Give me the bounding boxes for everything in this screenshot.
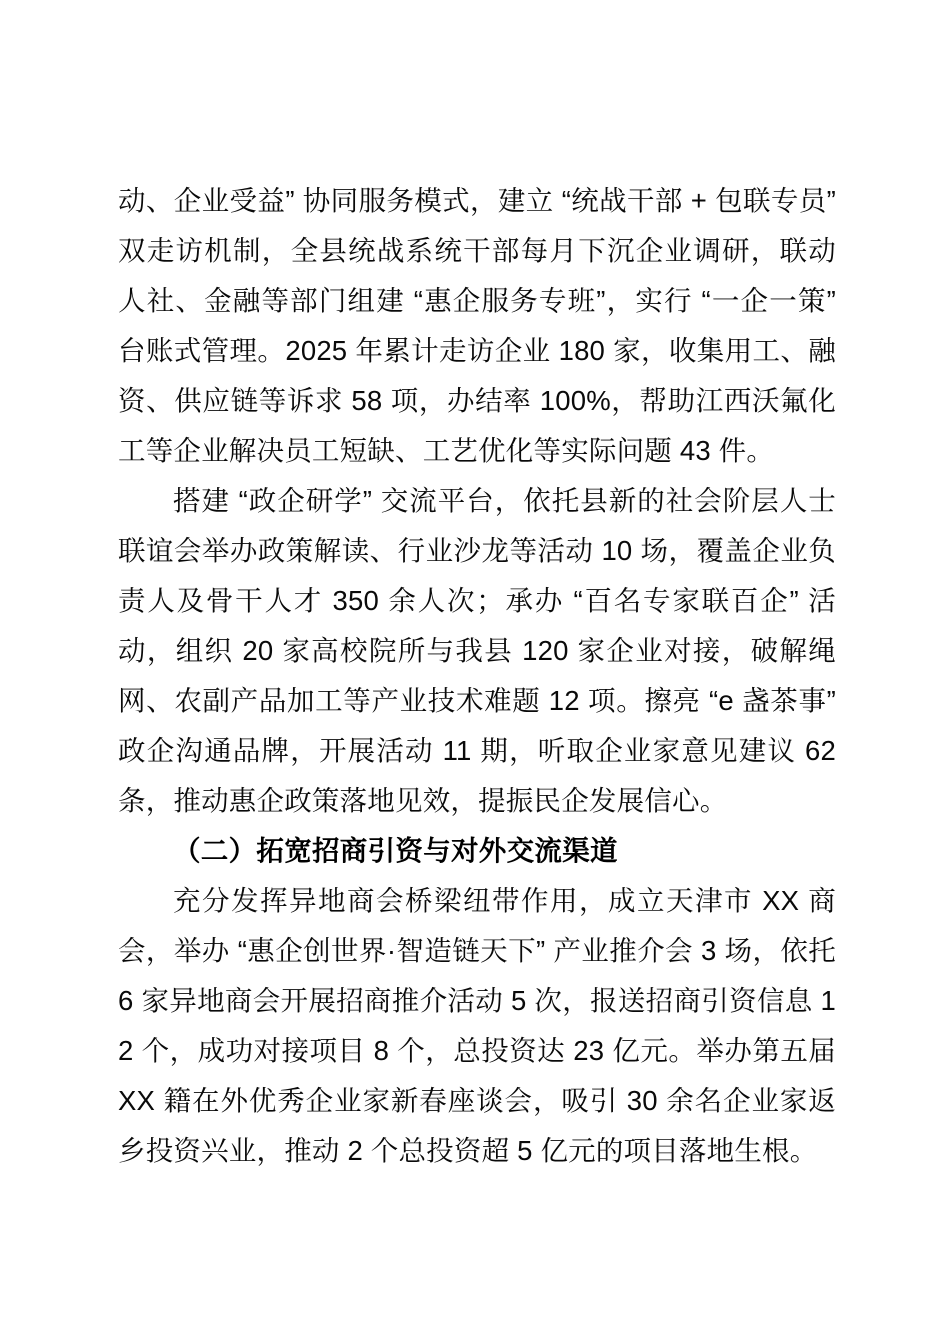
page-text-body — [118, 176, 836, 1176]
paragraph-investment-promotion: 充分发挥异地商会桥梁纽带作用，成立天津市 XX 商会，举办 “惠企创世界·智造链天下” 产业推介会 3 场，依托 6 家异地商会开展招商推介活动 5 次，报送招商引资信息 12 个，成功对接项目 8 个，总投资达 23 亿元。举办第五届 XX 籍在外优秀企业家新春座谈会，吸引 30 余名企业家返乡投资兴业，推动 2 个总投资超 5 亿元的项目落地生根。 — [118, 885, 836, 1166]
paragraph-continued-text: 动、企业受益” 协同服务模式，建立 “统战干部 + 包联专员” 双走访机制，全县统战系统干部每月下沉企业调研，联动人社、金融等部门组建 “惠企服务专班”，实行 “一企一策” 台账式管理。2025 年累计走访企业 180 家，收集用工、融资、供应链等诉求 58 项，办结率 100%，帮助江西沃氟化工等企业解决员工短缺、工艺优化等实际问题 43 件。 — [118, 185, 836, 466]
section-heading-2: （二）拓宽招商引资与对外交流渠道 — [173, 835, 618, 866]
paragraph-zhengqi-yanxue: 搭建 “政企研学” 交流平台，依托县新的社会阶层人士联谊会举办政策解读、行业沙龙等活动 10 场，覆盖企业负责人及骨干人才 350 余人次；承办 “百名专家联百企” 活动，组织 20 家高校院所与我县 120 家企业对接，破解绳网、农副产品加工等产业技术难题 12 项。擦亮 “e 盏茶事” 政企沟通品牌，开展活动 11 期，听取企业家意见建议 62 条，推动惠企政策落地见效，提振民企发展信心。 — [118, 485, 836, 816]
